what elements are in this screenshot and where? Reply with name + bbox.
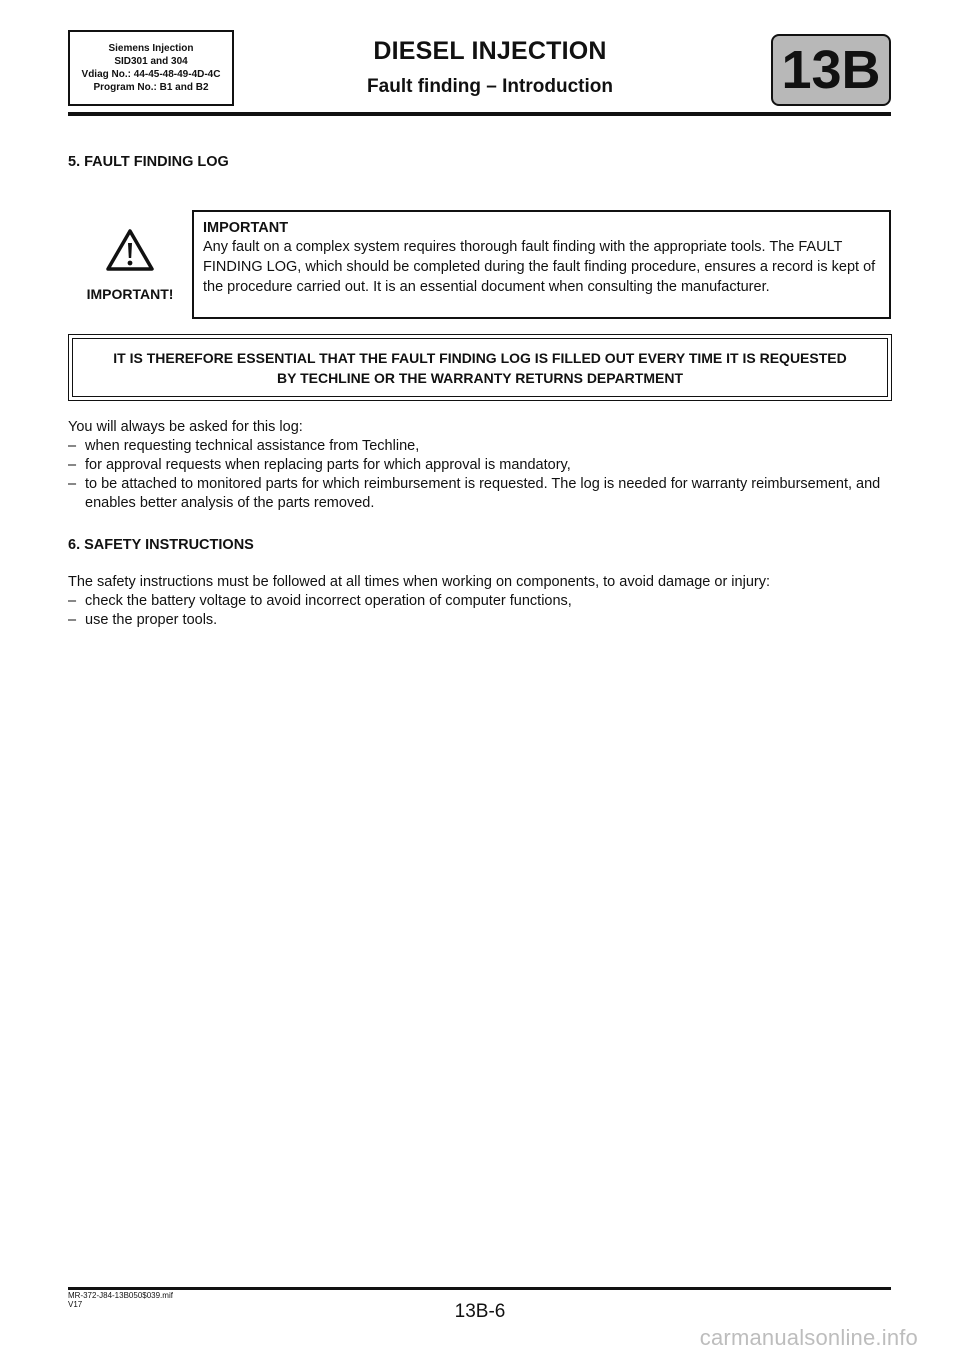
section-6-heading: 6. SAFETY INSTRUCTIONS bbox=[68, 537, 254, 553]
header-divider bbox=[68, 112, 891, 116]
list-item: – to be attached to monitored parts for which reimbursement is requested. The log is needed for warranty reimbursement, and enables better analysis of the parts removed. bbox=[68, 475, 891, 513]
important-notice-box bbox=[192, 210, 891, 319]
log-intro: You will always be asked for this log: bbox=[68, 419, 303, 435]
info-line-program: Program No.: B1 and B2 bbox=[93, 82, 209, 93]
list-item: – use the proper tools. bbox=[68, 611, 891, 630]
essential-notice-box bbox=[68, 334, 892, 401]
page-title: DIESEL INJECTION bbox=[373, 37, 607, 65]
info-line-sid: SID301 and 304 bbox=[114, 56, 188, 67]
essential-notice-text: IT IS THEREFORE ESSENTIAL THAT THE FAULT FINDING LOG IS FILLED OUT EVERY TIME IT IS REQUESTED BY TECHLINE OR THE WARRANTY RETURNS DEPARTMENT bbox=[72, 338, 888, 397]
chapter-code-badge: 13B bbox=[771, 34, 891, 106]
warning-triangle-icon bbox=[105, 228, 155, 272]
version-label: V17 bbox=[68, 1300, 83, 1309]
info-line-vdiag: Vdiag No.: 44-45-48-49-4D-4C bbox=[81, 69, 221, 80]
document-info-box bbox=[68, 30, 234, 106]
important-text: Any fault on a complex system requires thorough fault finding with the appropriate tools. The FAULT FINDING LOG, which should be completed during the fault finding procedure, ensures a record is kept of the procedure carried out. It is an essential document when consulting the manufacturer. bbox=[203, 239, 876, 295]
safety-list bbox=[68, 592, 891, 630]
important-title: IMPORTANT bbox=[203, 220, 289, 236]
info-line-injection: Siemens Injection bbox=[108, 43, 194, 54]
warning-cell bbox=[68, 210, 192, 318]
section-6-body bbox=[68, 573, 891, 630]
warning-label: IMPORTANT! bbox=[86, 286, 174, 302]
page-subtitle: Fault finding – Introduction bbox=[367, 76, 613, 97]
section-5-body bbox=[68, 418, 891, 513]
list-item: – for approval requests when replacing parts for which approval is mandatory, bbox=[68, 456, 891, 475]
log-request-list bbox=[68, 437, 891, 513]
watermark: carmanualsonline.info bbox=[699, 1325, 918, 1350]
list-item: – when requesting technical assistance from Techline, bbox=[68, 437, 891, 456]
section-5-heading: 5. FAULT FINDING LOG bbox=[68, 154, 229, 170]
footer-divider bbox=[68, 1287, 891, 1290]
list-item: – check the battery voltage to avoid incorrect operation of computer functions, bbox=[68, 592, 891, 611]
file-reference: MR-372-J84-13B050$039.mif bbox=[68, 1291, 173, 1300]
page-number: 13B-6 bbox=[454, 1301, 506, 1322]
safety-intro: The safety instructions must be followed at all times when working on components, to avoid damage or injury: bbox=[68, 574, 770, 590]
